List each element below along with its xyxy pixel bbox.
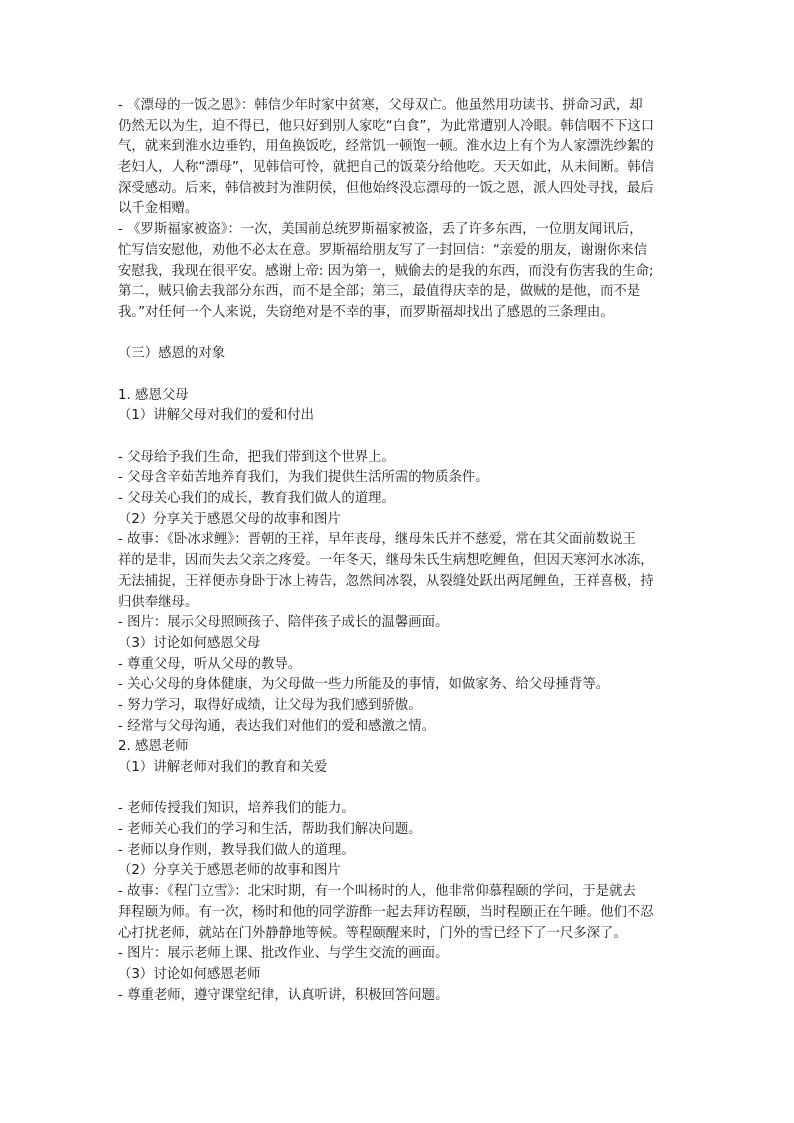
list-item: - 关心父母的身体健康，为父母做一些力所能及的事情，如做家务、给父母捶背等。	[118, 677, 610, 693]
text-line: - 故事：《程门立雪》：北宋时期，有一个叫杨时的人，他非常仰慕程颐的学问，于是就去	[118, 884, 636, 900]
subsection-heading: 2. 感恩老师	[118, 739, 189, 755]
text-line: 第二，贼只偷去我部分东西，而不是全部；第三，最值得庆幸的是，做贼的是他，而不是	[118, 284, 641, 300]
section-heading: （三）感恩的对象	[118, 346, 226, 362]
text-line: 忙写信安慰他，劝他不必太在意。罗斯福给朋友写了一封回信：“亲爱的朋友，谢谢你来信	[118, 242, 648, 258]
text-line: - 《漂母的一饭之恩》：韩信少年时家中贫寒，父母双亡。他虽然用功读书、拼命习武，却	[118, 98, 643, 113]
list-item: - 父母关心我们的成长，教育我们做人的道理。	[118, 491, 395, 507]
blank-line	[118, 365, 684, 386]
subsection-item-heading: （2）分享关于感恩父母的故事和图片	[118, 511, 341, 527]
list-item: - 尊重父母，听从父母的教导。	[118, 656, 302, 672]
text-line: 无法捕捉，王祥便赤身卧于冰上祷告，忽然间冰裂，从裂缝处跃出两尾鲤鱼，王祥喜极，持	[118, 573, 654, 589]
list-item: - 父母给予我们生命，把我们带到这个世界上。	[118, 449, 395, 465]
text-line: 安慰我，我现在很平安。感谢上帝: 因为第一，贼偷去的是我的东西，而没有伤害我的生命;	[118, 263, 654, 279]
subsection-item-heading: （3）讨论如何感恩老师	[118, 966, 261, 982]
subsection-item-heading: （1）讲解老师对我们的教育和关爱	[118, 760, 328, 775]
list-item: - 父母含辛茹苦地养育我们，为我们提供生活所需的物质条件。	[118, 470, 489, 486]
list-item: - 老师传授我们知识，培养我们的能力。	[118, 801, 355, 817]
text-line: 仍然无以为生，迫不得已，他只好到别人家吃“白食”，为此常遭别人冷眼。韩信咽不下这口	[118, 118, 655, 134]
document-body	[118, 96, 684, 1006]
text-line: 气，就来到淮水边垂钓，用鱼换饭吃，经常饥一顿饱一顿。淮水边上有个为人家漂洗纱絮的	[118, 139, 654, 155]
text-line: 老妇人，人称“漂母”，见韩信可怜，就把自己的饭菜分给他吃。天天如此，从未间断。韩信	[118, 160, 655, 176]
list-item: - 老师关心我们的学习和生活，帮助我们解决问题。	[118, 822, 422, 838]
text-line: - 《罗斯福家被盗》：一次，美国前总统罗斯福家被盗，丢了许多东西，一位朋友闻讯后，	[118, 222, 643, 238]
list-item: - 老师以身作则，教导我们做人的道理。	[118, 842, 355, 858]
list-item: - 图片：展示老师上课、批改作业、与学生交流的画面。	[118, 946, 449, 962]
list-item: - 努力学习，取得好成绩，让父母为我们感到骄傲。	[118, 697, 422, 713]
text-line: 以千金相赠。	[118, 201, 199, 217]
list-item: - 经常与父母沟通，表达我们对他们的爱和感激之情。	[118, 718, 436, 734]
blank-line	[118, 779, 684, 800]
blank-line	[118, 427, 684, 448]
text-line: 心打扰老师，就站在门外静静地等候。等程颐醒来时，门外的雪已经下了一尺多深了。	[118, 925, 627, 941]
text-line: 拜程颐为师。有一次，杨时和他的同学游酢一起去拜访程颐，当时程颐正在午睡。他们不忍	[118, 904, 654, 920]
blank-line	[118, 324, 684, 345]
text-line: 祥的是非，因而失去父亲之疼爱。一年冬天，继母朱氏生病想吃鲤鱼，但因天寒河水冰冻，	[118, 553, 654, 569]
list-item: - 图片：展示父母照顾孩子、陪伴孩子成长的温馨画面。	[118, 615, 449, 631]
text-line: - 故事：《卧冰求鲤》：晋朝的王祥，早年丧母，继母朱氏并不慈爱，常在其父面前数说王	[118, 532, 636, 548]
text-line: 归供奉继母。	[118, 594, 199, 610]
list-item: - 尊重老师，遵守课堂纪律，认真听讲，积极回答问题。	[118, 987, 449, 1003]
text-line: 我。”对任何一个人来说，失窃绝对是不幸的事，而罗斯福却找出了感恩的三条理由。	[118, 304, 614, 320]
subsection-item-heading: （1）讲解父母对我们的爱和付出	[118, 408, 314, 424]
text-line: 深受感动。后来，韩信被封为淮阴侯，但他始终没忘漂母的一饭之恩，派人四处寻找，最后	[118, 180, 654, 196]
subsection-heading: 1. 感恩父母	[118, 387, 189, 403]
subsection-item-heading: （2）分享关于感恩老师的故事和图片	[118, 863, 341, 879]
subsection-item-heading: （3）讨论如何感恩父母	[118, 635, 261, 651]
